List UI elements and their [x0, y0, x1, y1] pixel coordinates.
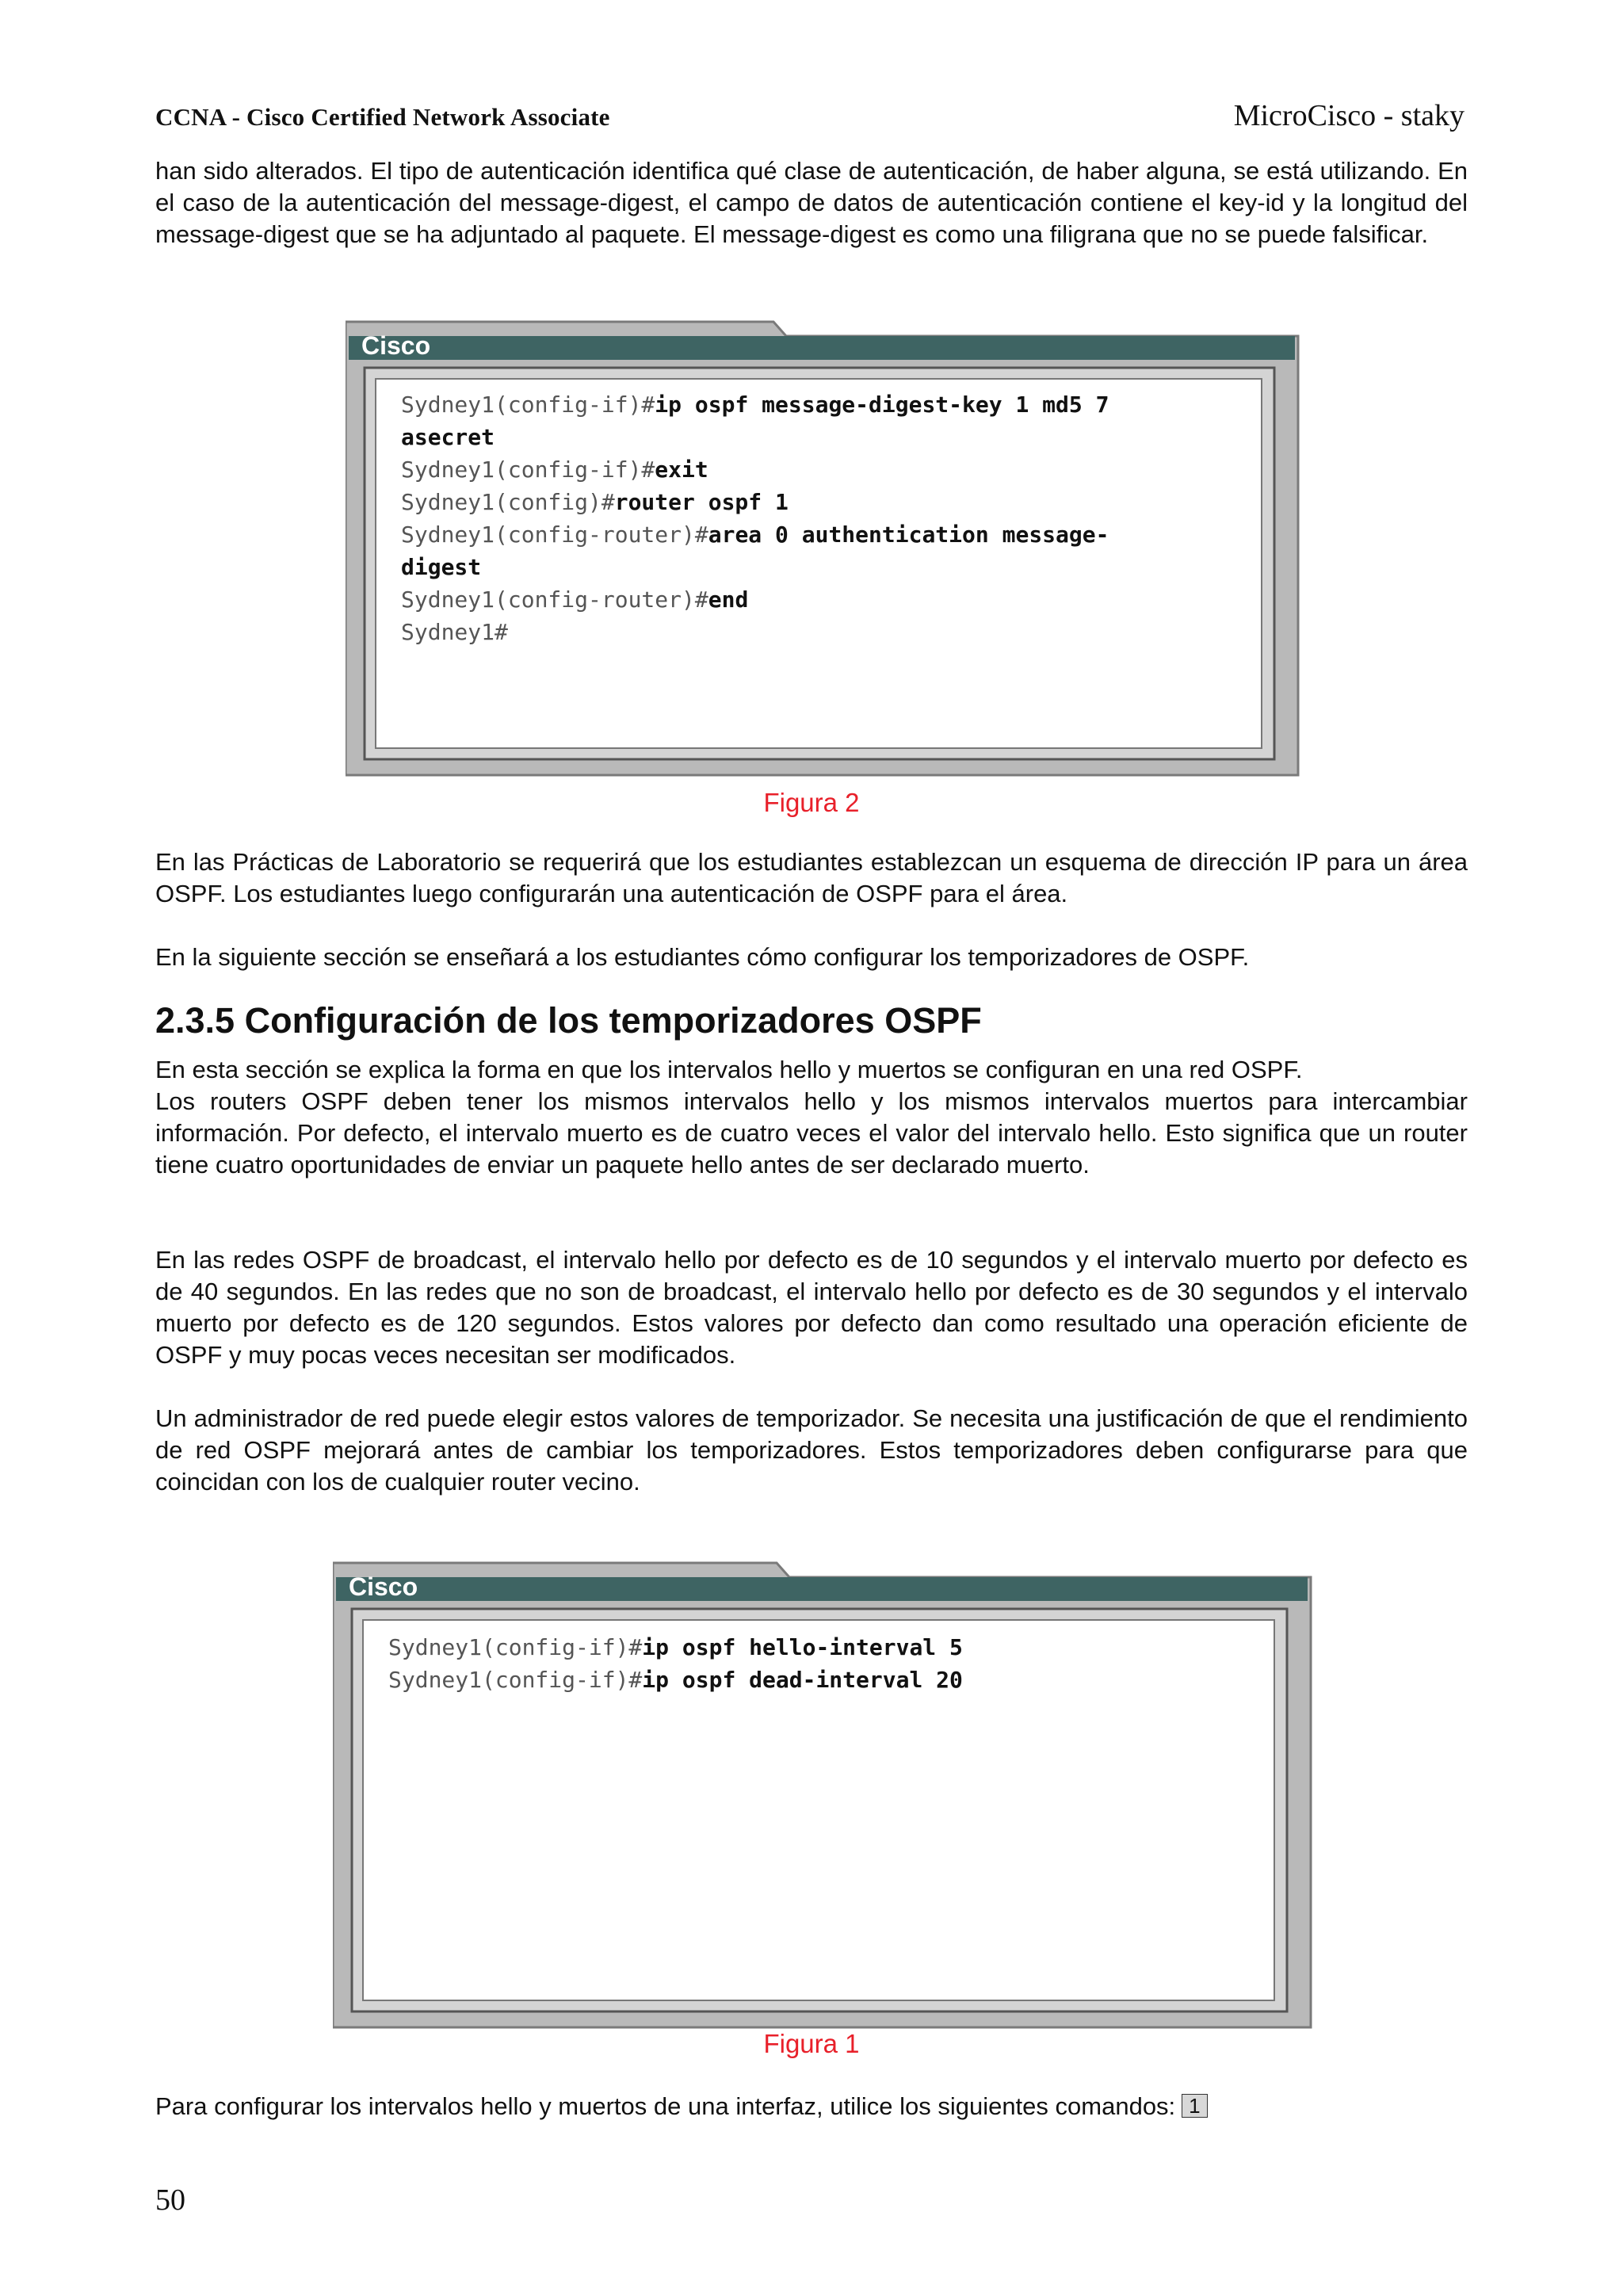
terminal-prompt: Sydney1(config-if)#: [388, 1667, 643, 1693]
intro-paragraph: han sido alterados. El tipo de autenticación identifica qué clase de autenticación, de haber alguna, se está utilizando. En el caso de la autenticación del message-digest, el campo de datos de autenticación contiene el key-id y la longitud del message-digest que se ha adjuntado al paquete. El message-digest es como una filigrana que no se puede falsificar.: [155, 157, 1468, 248]
terminal-line: [401, 551, 1109, 583]
body-paragraph: En las Prácticas de Laboratorio se requerirá que los estudiantes establezcan un esquema de dirección IP para un área OSPF. Los estudiantes luego configurarán una autenticación de OSPF para el área.: [155, 848, 1468, 907]
terminal-line: [401, 421, 1109, 453]
running-header-author: MicroCisco - staky: [1233, 99, 1465, 132]
terminal-command: ip ospf dead-interval 20: [642, 1667, 963, 1693]
terminal-prompt: Sydney1(config-if)#: [388, 1634, 643, 1660]
running-header-title: CCNA - Cisco Certified Network Associate: [155, 103, 610, 131]
window-title: Cisco: [349, 1572, 418, 1601]
terminal-line: [401, 518, 1109, 551]
body-paragraph: Un administrador de red puede elegir estos valores de temporizador. Se necesita una justificación de que el rendimiento de red OSPF mejorará antes de cambiar los temporizadores. Estos temporizadores deben configurarse para que coincidan con los de cualquier router vecino.: [155, 1404, 1468, 1496]
terminal-prompt: Sydney1(config-router)#: [401, 586, 708, 613]
terminal-command: asecret: [401, 424, 495, 450]
cisco-terminal-window-figure2: [346, 320, 1300, 777]
closing-text: Para configurar los intervalos hello y muertos de una interfaz, utilice los siguientes comandos:: [155, 2092, 1176, 2120]
terminal-line: [388, 1631, 963, 1664]
terminal-command: end: [708, 586, 749, 613]
terminal-command: ip ospf hello-interval 5: [642, 1634, 963, 1660]
closing-paragraph: [155, 2091, 1468, 2122]
terminal-command: exit: [655, 457, 708, 483]
terminal-prompt: Sydney1(config-router)#: [401, 521, 708, 548]
terminal-command: digest: [401, 554, 482, 580]
terminal-prompt: Sydney1(config-if)#: [401, 392, 655, 418]
terminal-command: area 0 authentication message-: [708, 521, 1109, 548]
figure-caption: Figura 1: [763, 2029, 860, 2058]
body-paragraph: Los routers OSPF deben tener los mismos intervalos hello y los mismos intervalos muertos para intercambiar información. Por defecto, el intervalo muerto es de cuatro veces el valor del intervalo hello. Esto significa que un router tiene cuatro oportunidades de enviar un paquete hello antes de ser declarado muerto.: [155, 1087, 1468, 1179]
terminal-command: ip ospf message-digest-key 1 md5 7: [655, 392, 1109, 418]
terminal-prompt: Sydney1(config)#: [401, 489, 615, 515]
terminal-output: [388, 1631, 963, 1696]
terminal-line: [401, 388, 1109, 421]
terminal-line: [388, 1664, 963, 1696]
terminal-output: [401, 388, 1109, 648]
terminal-line: [401, 583, 1109, 616]
figure-reference-link[interactable]: 1: [1182, 2094, 1207, 2118]
page-number: 50: [155, 2183, 185, 2217]
terminal-command: router ospf 1: [614, 489, 789, 515]
terminal-line: [401, 453, 1109, 486]
body-paragraph: En la siguiente sección se enseñará a los estudiantes cómo configurar los temporizadores de OSPF.: [155, 943, 1250, 971]
window-title: Cisco: [361, 331, 431, 360]
terminal-line: [401, 486, 1109, 518]
terminal-prompt: Sydney1(config-if)#: [401, 457, 655, 483]
section-first-line: En esta sección se explica la forma en que los intervalos hello y muertos se configuran en una red OSPF.: [155, 1056, 1303, 1083]
terminal-prompt: Sydney1#: [401, 619, 508, 645]
cisco-terminal-window-figure1: [333, 1561, 1312, 2029]
terminal-line: [401, 616, 1109, 648]
section-heading: 2.3.5 Configuración de los temporizadores OSPF: [155, 1000, 982, 1041]
figure-caption: Figura 2: [763, 788, 860, 817]
body-paragraph: En las redes OSPF de broadcast, el intervalo hello por defecto es de 10 segundos y el intervalo muerto por defecto es de 40 segundos. En las redes que no son de broadcast, el intervalo hello por defecto es de 30 segundos y el intervalo muerto por defecto es de 120 segundos. Estos valores por defecto dan como resultado una operación eficiente de OSPF y muy pocas veces necesitan ser modificados.: [155, 1246, 1468, 1369]
